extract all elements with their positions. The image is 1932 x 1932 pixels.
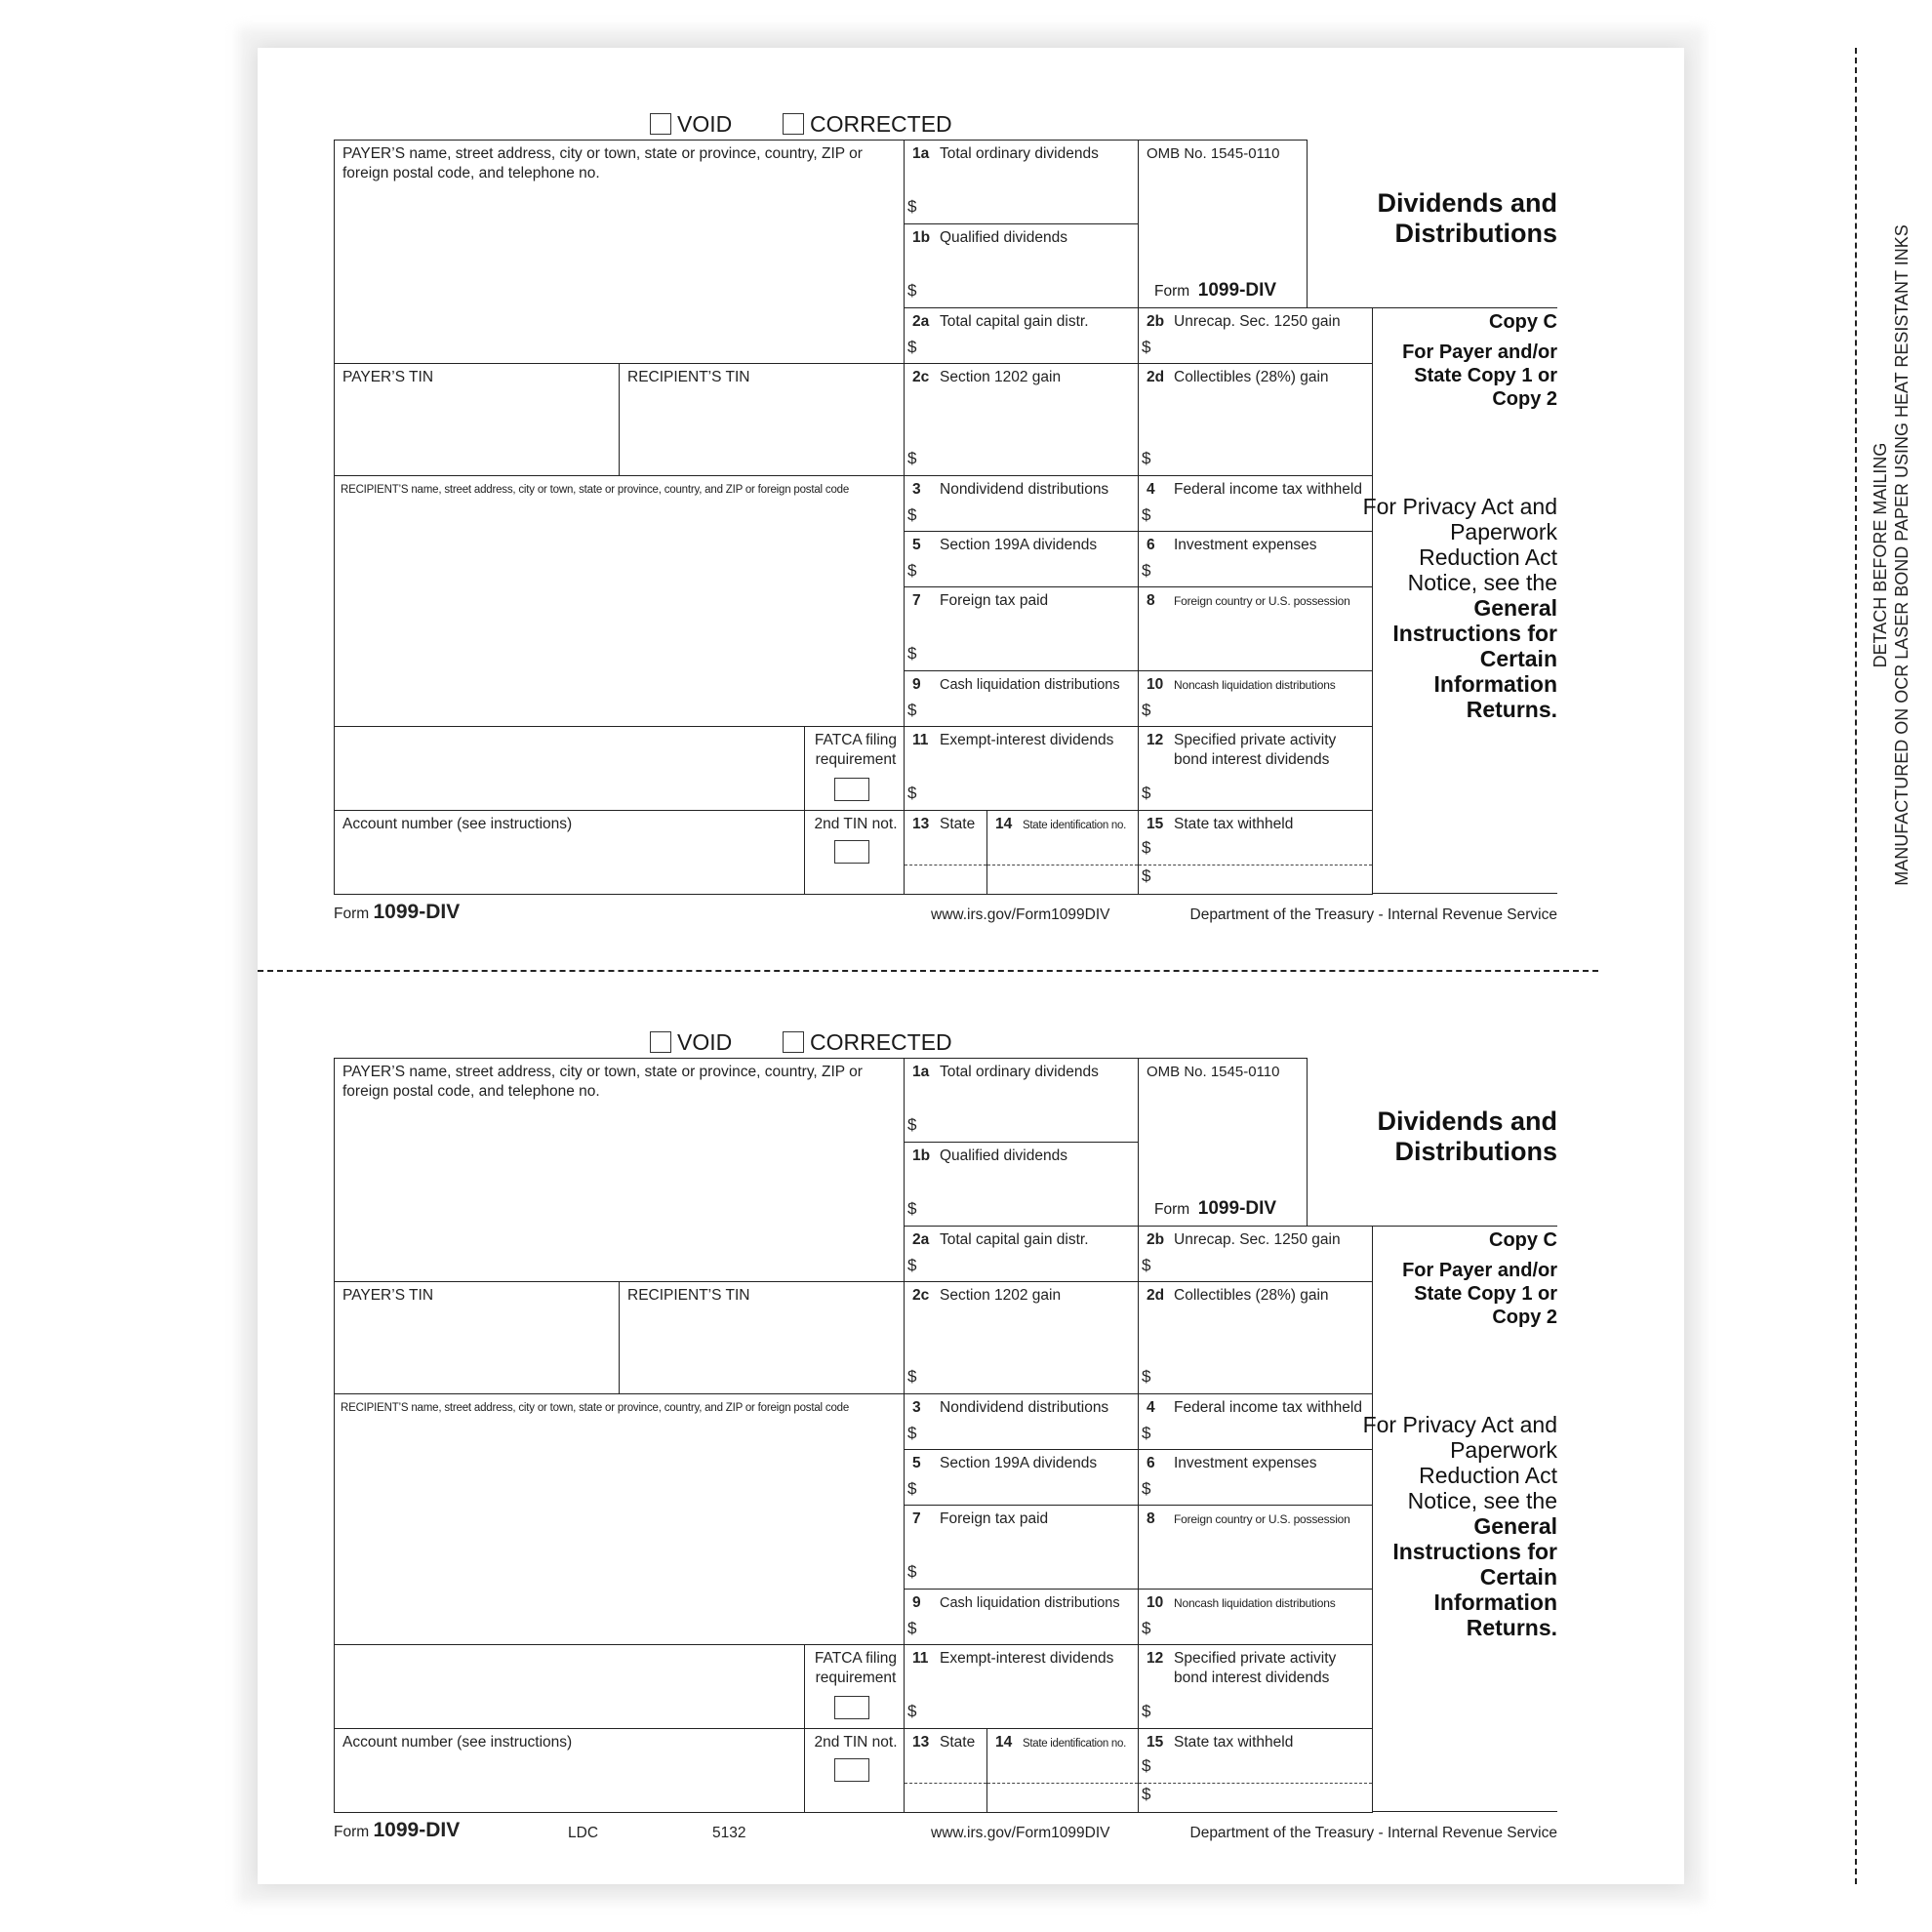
box-6-number: 6	[1147, 1455, 1155, 1471]
box-2b-dollar: $	[1142, 1256, 1151, 1274]
box-2a-dollar: $	[907, 1256, 917, 1274]
box-2a-number: 2a	[912, 313, 930, 330]
box-2b[interactable]	[1138, 1226, 1373, 1282]
box-2d-dollar: $	[1142, 449, 1151, 467]
box-5[interactable]	[904, 531, 1139, 587]
second-tin-checkbox[interactable]	[834, 840, 869, 864]
box-5-number: 5	[912, 1455, 921, 1471]
box-11-number: 11	[912, 732, 929, 748]
box-10[interactable]	[1138, 1589, 1373, 1645]
fatca-checkbox[interactable]	[834, 778, 869, 801]
box-11[interactable]	[904, 1644, 1139, 1729]
void-label: VOID	[677, 1029, 733, 1055]
payer-name-label: PAYER’S name, street address, city or town, state or province, country, ZIP or foreign postal code, and telephone no.	[342, 1064, 863, 1100]
box-9-label: Cash liquidation distributions	[940, 1595, 1120, 1611]
blank-box[interactable]	[334, 726, 805, 811]
box-13[interactable]	[904, 1728, 987, 1813]
box-10-number: 10	[1147, 676, 1164, 693]
payer-tin-label: PAYER’S TIN	[342, 1287, 434, 1304]
box-10-dollar: $	[1142, 1619, 1151, 1637]
box-1b[interactable]	[904, 1142, 1139, 1227]
form-word: Form	[1154, 1201, 1190, 1218]
footer-form-word: Form	[334, 1824, 370, 1840]
privacy-regular: For Privacy Act and Paperwork Reduction Act Notice, see the	[1362, 494, 1557, 595]
privacy-notice	[1362, 1412, 1557, 1640]
box-3[interactable]	[904, 475, 1139, 532]
box-4-dollar: $	[1142, 1424, 1151, 1442]
box-8[interactable]	[1138, 1505, 1373, 1590]
box-2a[interactable]	[904, 307, 1139, 364]
box-2d-label: Collectibles (28%) gain	[1174, 1287, 1329, 1304]
box-8[interactable]	[1138, 586, 1373, 671]
box-2c-number: 2c	[912, 369, 930, 385]
box-15-dollar-1: $	[1142, 1756, 1151, 1775]
recipient-name-box[interactable]	[334, 1393, 905, 1645]
box-13-divider	[905, 1783, 986, 1784]
box-6-dollar: $	[1142, 1479, 1151, 1498]
void-checkbox-row[interactable]	[650, 1029, 732, 1055]
footer-url: www.irs.gov/Form1099DIV	[931, 1825, 1110, 1841]
box-3-label: Nondividend distributions	[940, 1399, 1109, 1416]
box-2b-number: 2b	[1147, 1231, 1165, 1248]
box-1a-label: Total ordinary dividends	[940, 145, 1099, 162]
recipient-name-label: RECIPIENT’S name, street address, city or town, state or province, country, and ZIP or foreign postal code	[341, 1402, 850, 1414]
account-number-label: Account number (see instructions)	[342, 816, 573, 832]
box-2b-dollar: $	[1142, 338, 1151, 356]
account-number-label: Account number (see instructions)	[342, 1734, 573, 1751]
payer-tin-label: PAYER’S TIN	[342, 369, 434, 385]
box-12-number: 12	[1147, 1650, 1164, 1667]
box-7[interactable]	[904, 1505, 1139, 1590]
box-7-dollar: $	[907, 644, 917, 663]
box-2d-dollar: $	[1142, 1367, 1151, 1386]
recipient-name-box[interactable]	[334, 475, 905, 727]
fatca-label: FATCA filing requirement	[814, 1650, 898, 1686]
payer-name-box[interactable]	[334, 1058, 905, 1282]
box-6[interactable]	[1138, 1449, 1373, 1506]
footer-department: Department of the Treasury - Internal Revenue Service	[1189, 906, 1557, 923]
privacy-bold: General Instructions for Certain Information Returns.	[1392, 595, 1557, 722]
box-6-label: Investment expenses	[1174, 537, 1317, 553]
box-2b-label: Unrecap. Sec. 1250 gain	[1174, 1231, 1341, 1248]
box-6-label: Investment expenses	[1174, 1455, 1317, 1471]
box-3-dollar: $	[907, 1424, 917, 1442]
box-2b-label: Unrecap. Sec. 1250 gain	[1174, 313, 1341, 330]
box-15-dollar-1: $	[1142, 838, 1151, 857]
box-15[interactable]	[1138, 1728, 1373, 1813]
fatca-box[interactable]	[804, 726, 905, 811]
box-7-label: Foreign tax paid	[940, 1510, 1049, 1527]
box-2a-label: Total capital gain distr.	[940, 313, 1089, 330]
box-1a[interactable]	[904, 140, 1139, 224]
box-4-label: Federal income tax withheld	[1174, 1399, 1362, 1416]
box-1b[interactable]	[904, 223, 1139, 308]
box-1b-label: Qualified dividends	[940, 229, 1067, 246]
box-13[interactable]	[904, 810, 987, 895]
footer-form-word: Form	[334, 906, 370, 922]
omb-number: OMB No. 1545-0110	[1147, 145, 1280, 162]
box-12-number: 12	[1147, 732, 1164, 748]
recipient-tin-box[interactable]	[619, 363, 905, 476]
manufacture-notice: MANUFACTURED ON OCR LASER BOND PAPER USING HEAT RESISTANT INKS	[1892, 224, 1912, 886]
form-title: Dividends and Distributions	[1377, 188, 1557, 248]
box-2a-label: Total capital gain distr.	[940, 1231, 1089, 1248]
payer-name-box[interactable]	[334, 140, 905, 364]
fatca-label: FATCA filing requirement	[814, 732, 898, 768]
box-14-number: 14	[995, 1734, 1013, 1751]
box-14-number: 14	[995, 816, 1013, 832]
box-12-dollar: $	[1142, 1702, 1151, 1720]
recipient-name-label: RECIPIENT’S name, street address, city or town, state or province, country, and ZIP or foreign postal code	[341, 484, 850, 496]
box-3-label: Nondividend distributions	[940, 481, 1109, 498]
box-7-number: 7	[912, 592, 921, 609]
footer-form-number: 1099-DIV	[373, 901, 461, 923]
privacy-notice	[1362, 494, 1557, 722]
box-5-number: 5	[912, 537, 921, 553]
box-11[interactable]	[904, 726, 1139, 811]
privacy-bold: General Instructions for Certain Information Returns.	[1392, 1513, 1557, 1640]
box-14[interactable]	[986, 810, 1139, 895]
second-tin-box[interactable]	[804, 810, 905, 895]
box-13-number: 13	[912, 816, 930, 832]
form-copy-2	[258, 974, 1684, 1841]
void-checkbox-row[interactable]	[650, 111, 732, 137]
box-1b-dollar: $	[907, 281, 917, 300]
box-3-number: 3	[912, 1399, 921, 1416]
omb-box	[1138, 140, 1308, 308]
blank-box[interactable]	[334, 1644, 805, 1729]
box-12[interactable]	[1138, 726, 1373, 811]
box-1b-label: Qualified dividends	[940, 1147, 1067, 1164]
box-6-number: 6	[1147, 537, 1155, 553]
footer-url: www.irs.gov/Form1099DIV	[931, 906, 1110, 923]
corrected-label: CORRECTED	[810, 1029, 952, 1055]
privacy-regular: For Privacy Act and Paperwork Reduction Act Notice, see the	[1362, 1412, 1557, 1513]
box-1a[interactable]	[904, 1058, 1139, 1143]
form-number: 1099-DIV	[1197, 1198, 1277, 1219]
footer-code-2: 5132	[712, 1825, 746, 1841]
side-notice	[1870, 184, 1928, 926]
void-checkbox[interactable]	[650, 1031, 671, 1053]
second-tin-box[interactable]	[804, 1728, 905, 1813]
box-14-label: State identification no.	[1023, 1738, 1126, 1750]
box-6-dollar: $	[1142, 561, 1151, 580]
box-2c-number: 2c	[912, 1287, 930, 1304]
recipient-tin-label: RECIPIENT’S TIN	[627, 1287, 750, 1304]
box-15-dollar-2: $	[1142, 866, 1151, 885]
box-4-number: 4	[1147, 1399, 1155, 1416]
form-grid	[334, 140, 1557, 895]
box-11-number: 11	[912, 1650, 929, 1667]
box-5-label: Section 199A dividends	[940, 1455, 1098, 1471]
bottom-rule	[1372, 1811, 1557, 1812]
box-1b-number: 1b	[912, 229, 931, 246]
detach-notice: DETACH BEFORE MAILING	[1871, 442, 1890, 668]
box-2d-label: Collectibles (28%) gain	[1174, 369, 1329, 385]
box-2b-number: 2b	[1147, 313, 1165, 330]
second-tin-checkbox[interactable]	[834, 1758, 869, 1782]
box-10[interactable]	[1138, 670, 1373, 727]
box-4-label: Federal income tax withheld	[1174, 481, 1362, 498]
box-14[interactable]	[986, 1728, 1139, 1813]
omb-number: OMB No. 1545-0110	[1147, 1064, 1280, 1080]
form-word: Form	[1154, 283, 1190, 300]
box-14-divider	[987, 1783, 1138, 1784]
box-2a[interactable]	[904, 1226, 1139, 1282]
corrected-label: CORRECTED	[810, 111, 952, 137]
payer-tin-box[interactable]	[334, 1281, 620, 1394]
account-number-box[interactable]	[334, 1728, 805, 1813]
box-15-number: 15	[1147, 816, 1164, 832]
fatca-checkbox[interactable]	[834, 1696, 869, 1719]
box-4[interactable]	[1138, 475, 1373, 532]
payer-tin-box[interactable]	[334, 363, 620, 476]
box-4-number: 4	[1147, 481, 1155, 498]
omb-box	[1138, 1058, 1308, 1227]
bottom-rule	[1372, 893, 1557, 894]
box-9-number: 9	[912, 676, 921, 693]
box-3-dollar: $	[907, 505, 917, 524]
box-12-label: Specified private activity bond interest dividends	[1174, 1650, 1337, 1686]
box-2c-dollar: $	[907, 1367, 917, 1386]
box-7-dollar: $	[907, 1562, 917, 1581]
fatca-box[interactable]	[804, 1644, 905, 1729]
box-9-label: Cash liquidation distributions	[940, 677, 1120, 693]
box-12[interactable]	[1138, 1644, 1373, 1729]
box-1a-number: 1a	[912, 1064, 930, 1080]
box-2d-number: 2d	[1147, 369, 1165, 385]
box-8-number: 8	[1147, 1510, 1155, 1527]
copy-c-for: For Payer and/or State Copy 1 or Copy 2	[1402, 1260, 1557, 1328]
box-13-label: State	[940, 1734, 976, 1751]
form-sheet	[258, 48, 1912, 1884]
account-number-box[interactable]	[334, 810, 805, 895]
box-1a-dollar: $	[907, 197, 917, 216]
box-2d-number: 2d	[1147, 1287, 1165, 1304]
box-10-number: 10	[1147, 1594, 1164, 1611]
recipient-tin-label: RECIPIENT’S TIN	[627, 369, 750, 385]
footer-form-id	[334, 1819, 460, 1842]
copy-c-label: Copy C	[1489, 311, 1557, 333]
box-7-label: Foreign tax paid	[940, 592, 1049, 609]
corrected-checkbox-row[interactable]	[783, 111, 952, 137]
box-9[interactable]	[904, 1589, 1139, 1645]
box-11-label: Exempt-interest dividends	[940, 1650, 1114, 1667]
box-13-number: 13	[912, 1734, 930, 1751]
box-3-number: 3	[912, 481, 921, 498]
void-label: VOID	[677, 111, 733, 137]
box-2c-label: Section 1202 gain	[940, 369, 1062, 385]
box-8-number: 8	[1147, 592, 1155, 609]
box-1b-dollar: $	[907, 1199, 917, 1218]
payer-name-label: PAYER’S name, street address, city or town, state or province, country, ZIP or foreign postal code, and telephone no.	[342, 145, 863, 181]
box-15-number: 15	[1147, 1734, 1164, 1751]
box-2b[interactable]	[1138, 307, 1373, 364]
vertical-perforation	[1855, 48, 1857, 1884]
box-15-label: State tax withheld	[1174, 1734, 1294, 1751]
right-panel-rule	[1372, 1226, 1557, 1227]
box-2a-number: 2a	[912, 1231, 930, 1248]
box-1a-dollar: $	[907, 1115, 917, 1134]
copy-c-label: Copy C	[1489, 1229, 1557, 1251]
box-9[interactable]	[904, 670, 1139, 727]
box-1b-number: 1b	[912, 1147, 931, 1164]
form-id	[1154, 280, 1276, 302]
form-grid	[334, 1058, 1557, 1813]
footer-code-1: LDC	[568, 1825, 599, 1841]
box-15-divider	[1139, 1783, 1372, 1784]
box-9-dollar: $	[907, 701, 917, 719]
box-9-dollar: $	[907, 1619, 917, 1637]
box-2c-label: Section 1202 gain	[940, 1287, 1062, 1304]
box-10-label: Noncash liquidation distributions	[1174, 1596, 1336, 1610]
box-11-dollar: $	[907, 1702, 917, 1720]
second-tin-label: 2nd TIN not.	[814, 816, 898, 832]
second-tin-label: 2nd TIN not.	[814, 1734, 898, 1751]
footer-department: Department of the Treasury - Internal Revenue Service	[1189, 1825, 1557, 1841]
horizontal-perforation	[258, 970, 1598, 972]
box-2d[interactable]	[1138, 1281, 1373, 1394]
box-8-label: Foreign country or U.S. possession	[1174, 1512, 1350, 1526]
box-4[interactable]	[1138, 1393, 1373, 1450]
box-7[interactable]	[904, 586, 1139, 671]
box-1a-label: Total ordinary dividends	[940, 1064, 1099, 1080]
footer-form-id	[334, 901, 460, 924]
box-15-dollar-2: $	[1142, 1785, 1151, 1803]
form-id	[1154, 1198, 1276, 1220]
form-number: 1099-DIV	[1197, 280, 1277, 301]
form-copy-1	[258, 56, 1684, 923]
box-1a-number: 1a	[912, 145, 930, 162]
box-2d[interactable]	[1138, 363, 1373, 476]
corrected-checkbox[interactable]	[783, 1031, 804, 1053]
box-5[interactable]	[904, 1449, 1139, 1506]
box-5-label: Section 199A dividends	[940, 537, 1098, 553]
box-13-label: State	[940, 816, 976, 832]
box-8-label: Foreign country or U.S. possession	[1174, 594, 1350, 608]
corrected-checkbox-row[interactable]	[783, 1029, 952, 1055]
box-15-label: State tax withheld	[1174, 816, 1294, 832]
box-5-dollar: $	[907, 1479, 917, 1498]
box-10-label: Noncash liquidation distributions	[1174, 678, 1336, 692]
copy-c-for: For Payer and/or State Copy 1 or Copy 2	[1402, 342, 1557, 410]
footer-form-number: 1099-DIV	[373, 1819, 461, 1841]
box-2c[interactable]	[904, 1281, 1139, 1394]
box-2c[interactable]	[904, 363, 1139, 476]
box-12-label: Specified private activity bond interest dividends	[1174, 732, 1337, 768]
box-14-label: State identification no.	[1023, 820, 1126, 831]
box-3[interactable]	[904, 1393, 1139, 1450]
right-panel-rule	[1372, 307, 1557, 308]
corrected-checkbox[interactable]	[783, 113, 804, 135]
box-2a-dollar: $	[907, 338, 917, 356]
form-title: Dividends and Distributions	[1377, 1107, 1557, 1166]
recipient-tin-box[interactable]	[619, 1281, 905, 1394]
box-7-number: 7	[912, 1510, 921, 1527]
box-6[interactable]	[1138, 531, 1373, 587]
box-12-dollar: $	[1142, 784, 1151, 802]
box-11-dollar: $	[907, 784, 917, 802]
box-2c-dollar: $	[907, 449, 917, 467]
void-checkbox[interactable]	[650, 113, 671, 135]
box-4-dollar: $	[1142, 505, 1151, 524]
box-9-number: 9	[912, 1594, 921, 1611]
box-5-dollar: $	[907, 561, 917, 580]
box-10-dollar: $	[1142, 701, 1151, 719]
box-15[interactable]	[1138, 810, 1373, 895]
box-11-label: Exempt-interest dividends	[940, 732, 1114, 748]
